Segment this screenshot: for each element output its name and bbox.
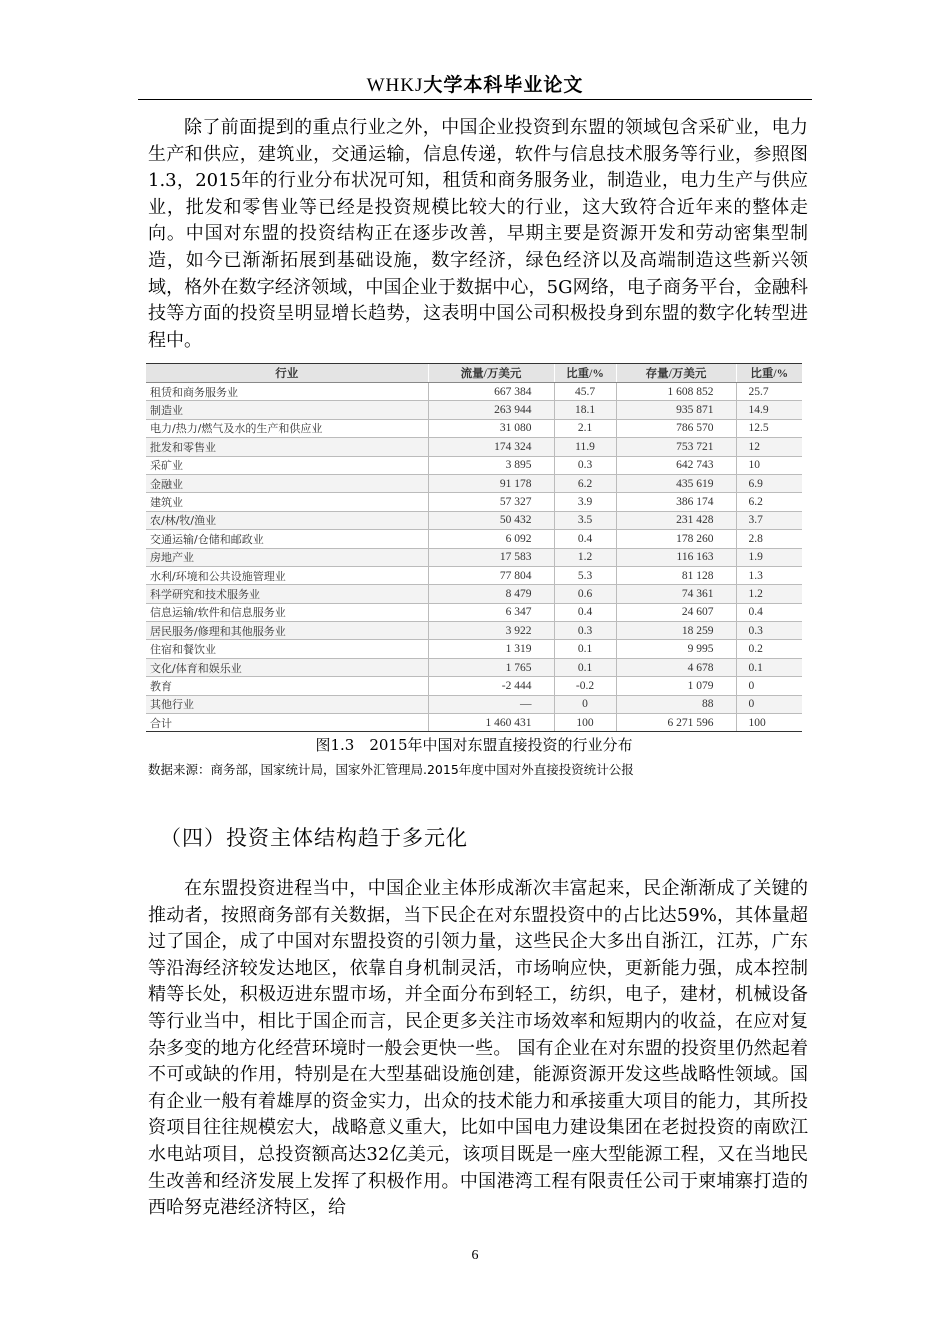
- table-cell: 9 995: [616, 640, 736, 658]
- body-paragraph-1: 除了前面提到的重点行业之外，中国企业投资到东盟的领域包含采矿业，电力生产和供应，建筑业，交通运输，信息传递，软件与信息技术服务等行业，参照图1.3，2015年的行业分布状况可知，租赁和商务服务业，制造业，电力生产与供应业，批发和零售业等已经是投资规模比较大的行业，这大致符合近年来的整体走向。中国对东盟的投资结构正在逐步改善，早期主要是资源开发和劳动密集型制造，如今已渐渐拓展到基础设施，数字经济，绿色经济以及高端制造这些新兴领域，格外在数字经济领域，中国企业于数据中心，5G网络，电子商务平台，金融科技等方面的投资呈明显增长趋势，这表明中国公司积极投身到东盟的数字化转型进程中。: [148, 117, 808, 351]
- table-cell: 77 804: [428, 566, 554, 584]
- table-body: [146, 383, 802, 732]
- table-cell: 1.2: [736, 585, 802, 603]
- industry-table: [146, 363, 802, 732]
- table-cell: 文化/体育和娱乐业: [146, 658, 428, 676]
- table-cell: 12.5: [736, 419, 802, 437]
- table-cell: 采矿业: [146, 456, 428, 474]
- table-cell: 0.4: [554, 603, 616, 621]
- table-cell: 批发和零售业: [146, 438, 428, 456]
- header-latin: WHKJ: [366, 75, 424, 96]
- table-cell: 25.7: [736, 383, 802, 401]
- table-cell: 786 570: [616, 419, 736, 437]
- table-cell: 1 319: [428, 640, 554, 658]
- table-cell: 50 432: [428, 511, 554, 529]
- table-cell: 74 361: [616, 585, 736, 603]
- table-cell: 1 079: [616, 677, 736, 695]
- table-cell: 667 384: [428, 383, 554, 401]
- table-cell: 6 271 596: [616, 714, 736, 732]
- table-cell: 0.4: [554, 530, 616, 548]
- table-cell: 1 765: [428, 658, 554, 676]
- table-row: [146, 695, 802, 713]
- table-cell: 6.2: [554, 474, 616, 492]
- header-rule: [138, 99, 812, 100]
- table-cell: 17 583: [428, 548, 554, 566]
- table-cell: 8 479: [428, 585, 554, 603]
- table-cell: 0.1: [736, 658, 802, 676]
- table-cell: 0: [736, 695, 802, 713]
- table-row: [146, 585, 802, 603]
- table-cell: 91 178: [428, 474, 554, 492]
- table-row: [146, 677, 802, 695]
- table-cell: 3 922: [428, 622, 554, 640]
- table-cell: 100: [554, 714, 616, 732]
- table-cell: 1.2: [554, 548, 616, 566]
- table-cell: 24 607: [616, 603, 736, 621]
- table-cell: 居民服务/修理和其他服务业: [146, 622, 428, 640]
- table-cell: 0.2: [736, 640, 802, 658]
- header-stock: 存量/万美元: [616, 364, 736, 383]
- table-cell: 88: [616, 695, 736, 713]
- table-cell: 3.7: [736, 511, 802, 529]
- table-header-row: [146, 364, 802, 383]
- table-cell: 1 460 431: [428, 714, 554, 732]
- table-row: [146, 603, 802, 621]
- table-cell: 935 871: [616, 401, 736, 419]
- table-cell: 水利/环境和公共设施管理业: [146, 566, 428, 584]
- table-cell: 31 080: [428, 419, 554, 437]
- table-cell: 1.3: [736, 566, 802, 584]
- table-cell: 租赁和商务服务业: [146, 383, 428, 401]
- table-cell: 建筑业: [146, 493, 428, 511]
- header-flow-share: 比重/%: [554, 364, 616, 383]
- table-cell: 18.1: [554, 401, 616, 419]
- table-cell: 10: [736, 456, 802, 474]
- table-cell: 3.9: [554, 493, 616, 511]
- table-cell: 0.1: [554, 658, 616, 676]
- source-note: 数据来源：商务部，国家统计局，国家外汇管理局.2015年度中国对外直接投资统计公报: [148, 762, 634, 777]
- table-cell: 6.2: [736, 493, 802, 511]
- table-row: [146, 419, 802, 437]
- table-row: [146, 640, 802, 658]
- table-row: [146, 438, 802, 456]
- table-row: [146, 566, 802, 584]
- table-row: [146, 658, 802, 676]
- table-cell: 4 678: [616, 658, 736, 676]
- table-row: [146, 493, 802, 511]
- table-cell: 178 260: [616, 530, 736, 548]
- table-cell: 金融业: [146, 474, 428, 492]
- table-cell: 制造业: [146, 401, 428, 419]
- table-row: [146, 714, 802, 732]
- industry-table-figure: [146, 363, 802, 730]
- table-cell: 231 428: [616, 511, 736, 529]
- table-cell: 农/林/牧/渔业: [146, 511, 428, 529]
- table-row: [146, 511, 802, 529]
- table-row: [146, 383, 802, 401]
- section-heading: （四）投资主体结构趋于多元化: [160, 826, 468, 850]
- table-cell: 1 608 852: [616, 383, 736, 401]
- table-cell: 科学研究和技术服务业: [146, 585, 428, 603]
- table-cell: 2.8: [736, 530, 802, 548]
- header-title: 大学本科毕业论文: [423, 74, 584, 96]
- table-cell: 6 092: [428, 530, 554, 548]
- table-cell: 45.7: [554, 383, 616, 401]
- table-cell: 263 944: [428, 401, 554, 419]
- table-row: [146, 530, 802, 548]
- table-cell: 435 619: [616, 474, 736, 492]
- table-cell: 18 259: [616, 622, 736, 640]
- table-cell: 电力/热力/燃气及水的生产和供应业: [146, 419, 428, 437]
- table-cell: 0.6: [554, 585, 616, 603]
- table-cell: 住宿和餐饮业: [146, 640, 428, 658]
- table-cell: 1.9: [736, 548, 802, 566]
- table-cell: 教育: [146, 677, 428, 695]
- table-cell: 5.3: [554, 566, 616, 584]
- table-cell: 100: [736, 714, 802, 732]
- table-cell: —: [428, 695, 554, 713]
- table-cell: 3 895: [428, 456, 554, 474]
- table-cell: 0: [554, 695, 616, 713]
- table-cell: 14.9: [736, 401, 802, 419]
- table-row: [146, 456, 802, 474]
- header-industry: 行业: [146, 364, 428, 383]
- table-cell: 其他行业: [146, 695, 428, 713]
- table-cell: 6 347: [428, 603, 554, 621]
- table-cell: 2.1: [554, 419, 616, 437]
- table-cell: 81 128: [616, 566, 736, 584]
- header-flow: 流量/万美元: [428, 364, 554, 383]
- table-cell: 0.4: [736, 603, 802, 621]
- table-row: [146, 401, 802, 419]
- table-cell: 0: [736, 677, 802, 695]
- body-paragraph-2: 在东盟投资进程当中，中国企业主体形成渐次丰富起来，民企渐渐成了关键的推动者，按照商务部有关数据，当下民企在对东盟投资中的占比达59%，其体量超过了国企，成了中国对东盟投资的引领力量，这些民企大多出自浙江，江苏，广东等沿海经济较发达地区，依靠自身机制灵活，市场响应快，更新能力强，成本控制精等长处，积极迈进东盟市场，并全面分布到轻工，纺织，电子，建材，机械设备等行业当中，相比于国企而言，民企更多关注市场效率和短期内的收益，在应对复杂多变的地方化经营环境时一般会更快一些。 国有企业在对东盟的投资里仍然起着不可或缺的作用，特别是在大型基础设施创建，能源资源开发这些战略性领域。国有企业一般有着雄厚的资金实力，出众的技术能力和承接重大项目的能力，其所投资项目往往规模宏大，战略意义重大，比如中国电力建设集团在老挝投资的南欧江水电站项目，总投资额高达32亿美元，该项目既是一座大型能源工程，又在当地民生改善和经济发展上发挥了积极作用。中国港湾工程有限责任公司于柬埔寨打造的西哈努克港经济特区，给: [148, 878, 808, 1219]
- table-cell: -2 444: [428, 677, 554, 695]
- table-cell: 0.3: [736, 622, 802, 640]
- table-cell: 174 324: [428, 438, 554, 456]
- page-number: 6: [471, 1248, 479, 1263]
- table-cell: 0.3: [554, 456, 616, 474]
- table-row: [146, 622, 802, 640]
- table-cell: 642 743: [616, 456, 736, 474]
- figure-caption: 图1.3 2015年中国对东盟直接投资的行业分布: [315, 736, 633, 754]
- table-cell: 0.1: [554, 640, 616, 658]
- table-cell: 753 721: [616, 438, 736, 456]
- table-cell: 6.9: [736, 474, 802, 492]
- table-cell: -0.2: [554, 677, 616, 695]
- header-stock-share: 比重/%: [736, 364, 802, 383]
- table-cell: 合计: [146, 714, 428, 732]
- table-cell: 12: [736, 438, 802, 456]
- table-row: [146, 474, 802, 492]
- table-cell: 0.3: [554, 622, 616, 640]
- table-cell: 57 327: [428, 493, 554, 511]
- table-cell: 116 163: [616, 548, 736, 566]
- table-cell: 386 174: [616, 493, 736, 511]
- table-row: [146, 548, 802, 566]
- page-header: [138, 70, 812, 97]
- table-cell: 信息运输/软件和信息服务业: [146, 603, 428, 621]
- table-cell: 3.5: [554, 511, 616, 529]
- table-cell: 房地产业: [146, 548, 428, 566]
- table-cell: 11.9: [554, 438, 616, 456]
- table-cell: 交通运输/仓储和邮政业: [146, 530, 428, 548]
